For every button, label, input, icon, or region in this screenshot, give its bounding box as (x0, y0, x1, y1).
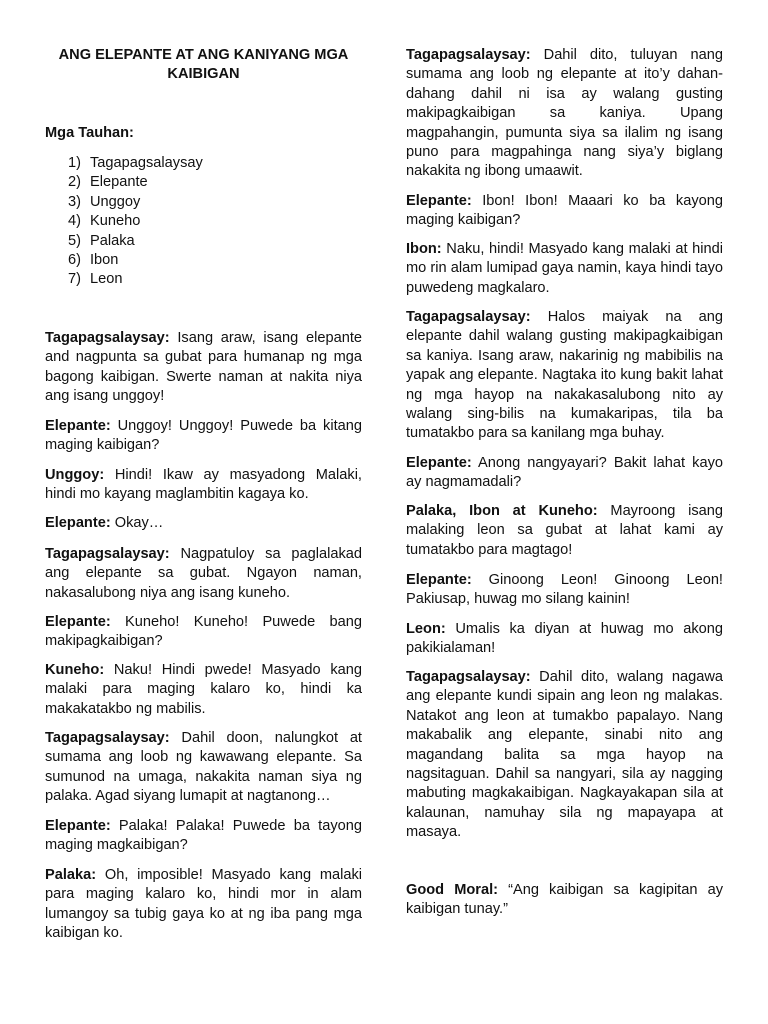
speaker-label: Elepante: (406, 193, 472, 209)
cast-number: 2) (68, 174, 81, 191)
story-title: ANG ELEPANTE AT ANG KANIYANG MGA KAIBIGAN (58, 47, 349, 83)
cast-item (68, 193, 203, 212)
dialogue-paragraph (45, 817, 362, 856)
cast-list (68, 154, 203, 290)
dialogue-paragraph (406, 668, 723, 843)
speaker-label: Good Moral: (406, 882, 498, 898)
dialogue-paragraph (406, 502, 723, 560)
dialogue-text: Naku! Hindi pwede! Masyado kang malaki para maging kalaro ko, hindi ka makakatakbo ng mabilis. (45, 662, 362, 717)
cast-number: 4) (68, 213, 81, 230)
speaker-label: Kuneho: (45, 662, 105, 678)
dialogue-text: Dahil doon, nalungkot at sumama ang loob ng kawawang elepante. Sa sumunod na umaga, nakakita naman siya ng palaka. Agad siyang lumapit at nagtanong… (45, 730, 362, 805)
dialogue-paragraph (45, 329, 362, 407)
cast-heading: Mga Tauhan: (45, 125, 134, 141)
cast-item (68, 251, 203, 270)
dialogue-text: Isang araw, isang elepante and nagpunta sa gubat para humanap ng mga bagong kaibigan. Swerte naman at nakita niya ang isang unggoy! (45, 330, 362, 405)
dialogue-paragraph (45, 866, 362, 944)
cast-name: Tagapagsalaysay (90, 155, 203, 171)
cast-name: Leon (90, 271, 123, 288)
dialogue-text: Umalis ka diyan at huwag mo akong pakikialaman! (406, 621, 723, 657)
dialogue-paragraph (45, 466, 362, 505)
dialogue-text: Dahil dito, tuluyan nang sumama ang loob ng elepante at ito’y dahan-dahang dahil ni isa ay walang gusting makipagkaibigan sa kaniya. Upang magpahangin, pumunta siya sa ilalim ng isang puno para magpahinga nang siya’y biglang nakakita ng ibong umaawit. (406, 47, 723, 180)
speaker-label: Leon: (406, 621, 446, 637)
speaker-label: Ibon: (406, 241, 442, 257)
dialogue-paragraph (406, 192, 723, 231)
dialogue-text: Nagpatuloy sa paglalakad ang elepante sa gubat. Ngayon naman, nakasalubong niya ang isang kuneho. (45, 546, 362, 601)
dialogue-text: “Ang kaibigan sa kagipitan ay kaibigan tunay.” (406, 882, 723, 918)
cast-name: Unggoy (90, 193, 141, 210)
cast-name: Elepante (90, 174, 148, 191)
cast-number: 7) (68, 271, 81, 288)
speaker-label: Elepante: (45, 418, 111, 434)
dialogue-paragraph (406, 454, 723, 493)
cast-number: 1) (68, 155, 81, 171)
dialogue-paragraph (45, 545, 362, 603)
dialogue-text: Halos maiyak na ang elepante dahil walang gusting makipagkaibigan sa kaniya. Isang araw, nakarinig ng mabibilis na yapak ang elepante. Nagtaka ito kung bakit lahat ng mga hayop na nakakasalubong nito ay walang sing-bilis na kumakaripas, tila ba tumatakbo para sa kanilang mga buhay. (406, 309, 723, 442)
good-moral-paragraph (406, 881, 723, 920)
speaker-label: Tagapagsalaysay: (406, 669, 531, 685)
dialogue-text: Palaka! Palaka! Puwede ba tayong maging magkaibigan? (45, 818, 362, 854)
cast-item (68, 232, 203, 251)
dialogue-text: Ibon! Ibon! Maaari ko ba kayong maging kaibigan? (406, 193, 723, 229)
dialogue-paragraph (45, 613, 362, 652)
speaker-label: Tagapagsalaysay: (45, 546, 170, 562)
dialogue-paragraph (406, 46, 723, 182)
cast-name: Kuneho (90, 213, 141, 230)
speaker-label: Tagapagsalaysay: (45, 330, 170, 346)
speaker-label: Elepante: (45, 818, 111, 834)
speaker-label: Elepante: (406, 572, 472, 588)
speaker-label: Palaka, Ibon at Kuneho: (406, 503, 598, 519)
speaker-label: Tagapagsalaysay: (45, 730, 170, 746)
speaker-label: Elepante: (45, 515, 111, 531)
dialogue-text: Mayroong isang malaking leon sa gubat at lahat kami ay tumatakbo para magtago! (406, 503, 723, 558)
speaker-label: Palaka: (45, 867, 97, 883)
cast-name: Palaka (90, 232, 135, 249)
cast-item (68, 270, 203, 289)
cast-number: 5) (68, 232, 81, 249)
speaker-label: Tagapagsalaysay: (406, 47, 531, 63)
speaker-label: Elepante: (406, 455, 472, 471)
dialogue-text: Okay… (110, 515, 164, 531)
dialogue-text: Unggoy! Unggoy! Puwede ba kitang maging kaibigan? (45, 418, 362, 454)
dialogue-paragraph (45, 729, 362, 807)
dialogue-text: Anong nangyayari? Bakit lahat kayo ay nagmamadali? (406, 455, 723, 491)
dialogue-text: Hindi! Ikaw ay masyadong Malaki, hindi mo kayang maglambitin kagaya ko. (45, 467, 362, 503)
dialogue-text: Oh, imposible! Masyado kang malaki para maging kalaro ko, hindi mor in alam lumangoy sa tubig gaya ko at ng iba pang mga kaibigan ko. (45, 867, 362, 942)
cast-number: 3) (68, 193, 81, 210)
cast-item (68, 154, 203, 173)
cast-item (68, 212, 203, 231)
speaker-label: Tagapagsalaysay: (406, 309, 531, 325)
dialogue-paragraph (406, 620, 723, 659)
dialogue-paragraph (45, 514, 362, 533)
dialogue-paragraph (406, 240, 723, 298)
speaker-label: Unggoy: (45, 467, 105, 483)
dialogue-text: Dahil dito, walang nagawa ang elepante kundi sipain ang leon ng malakas. Natakot ang leon at tumakbo papalayo. Nang makabalik ang elepante, sinabi nito ang magandang balita sa mga hayop na nagsitaguan. Dahil sa nangyari, sila ay nagging mabuting magkakaibigan. Nagkayakapan sila at kalaunan, namuhay sila ng mapayapa at masaya. (406, 669, 723, 841)
dialogue-text: Naku, hindi! Masyado kang malaki at hindi mo rin alam lumipad gaya namin, kaya hindi tayo puwedeng magkalaro. (406, 241, 723, 296)
cast-number: 6) (68, 252, 81, 269)
dialogue-paragraph (45, 417, 362, 456)
dialogue-text: Ginoong Leon! Ginoong Leon! Pakiusap, huwag mo silang kainin! (406, 572, 723, 608)
dialogue-paragraph (45, 661, 362, 719)
dialogue-paragraph (406, 308, 723, 444)
dialogue-paragraph (406, 571, 723, 610)
cast-name: Ibon (90, 252, 119, 269)
dialogue-text: Kuneho! Kuneho! Puwede bang makipagkaibigan? (45, 614, 362, 650)
cast-item (68, 173, 203, 192)
speaker-label: Elepante: (45, 614, 111, 630)
